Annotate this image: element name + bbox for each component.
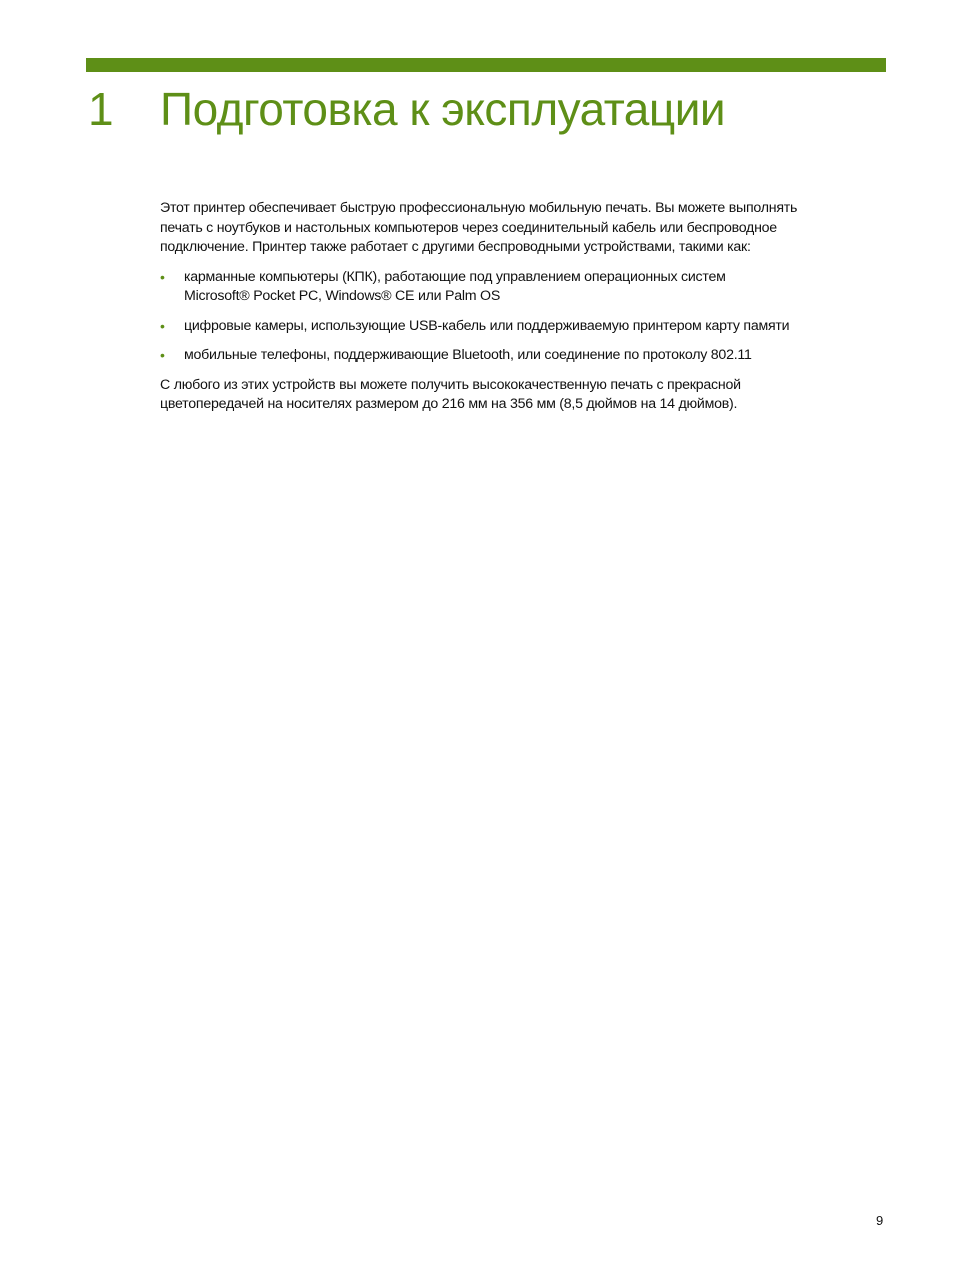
chapter-body <box>160 199 870 415</box>
outro-paragraph <box>160 376 870 415</box>
text-line: мобильные телефоны, поддерживающие Bluetooth, или соединение по протоколу 802.11 <box>184 347 752 363</box>
text-line: подключение. Принтер также работает с другими беспроводными устройствами, такими как: <box>160 239 751 255</box>
list-item <box>160 268 870 307</box>
list-item <box>160 317 870 337</box>
text-line: печать с ноутбуков и настольных компьютеров через соединительный кабель или беспроводное <box>160 219 777 236</box>
text-line: С любого из этих устройств вы можете получить высококачественную печать с прекрасной <box>160 376 741 393</box>
chapter-number: 1 <box>88 83 114 135</box>
bullet-icon: • <box>160 347 165 363</box>
page-number: 9 <box>876 1213 884 1228</box>
bullet-icon: • <box>160 268 165 285</box>
list-item <box>160 346 870 366</box>
chapter-header-bar <box>86 58 886 72</box>
text-line: цифровые камеры, использующие USB-кабель или поддерживаемую принтером карту памяти <box>184 317 790 334</box>
text-line: цветопередачей на носителях размером до 216 мм на 356 мм (8,5 дюймов на 14 дюймов). <box>160 396 738 412</box>
text-line: карманные компьютеры (КПК), работающие под управлением операционных систем <box>184 268 726 285</box>
bullet-icon: • <box>160 317 165 334</box>
device-list <box>160 268 870 366</box>
text-line: Microsoft® Pocket PC, Windows® CE или Palm OS <box>184 288 501 304</box>
intro-paragraph <box>160 199 870 258</box>
chapter-title: Подготовка к эксплуатации <box>160 83 726 135</box>
text-line: Этот принтер обеспечивает быструю профессиональную мобильную печать. Вы можете выполнять <box>160 200 798 216</box>
